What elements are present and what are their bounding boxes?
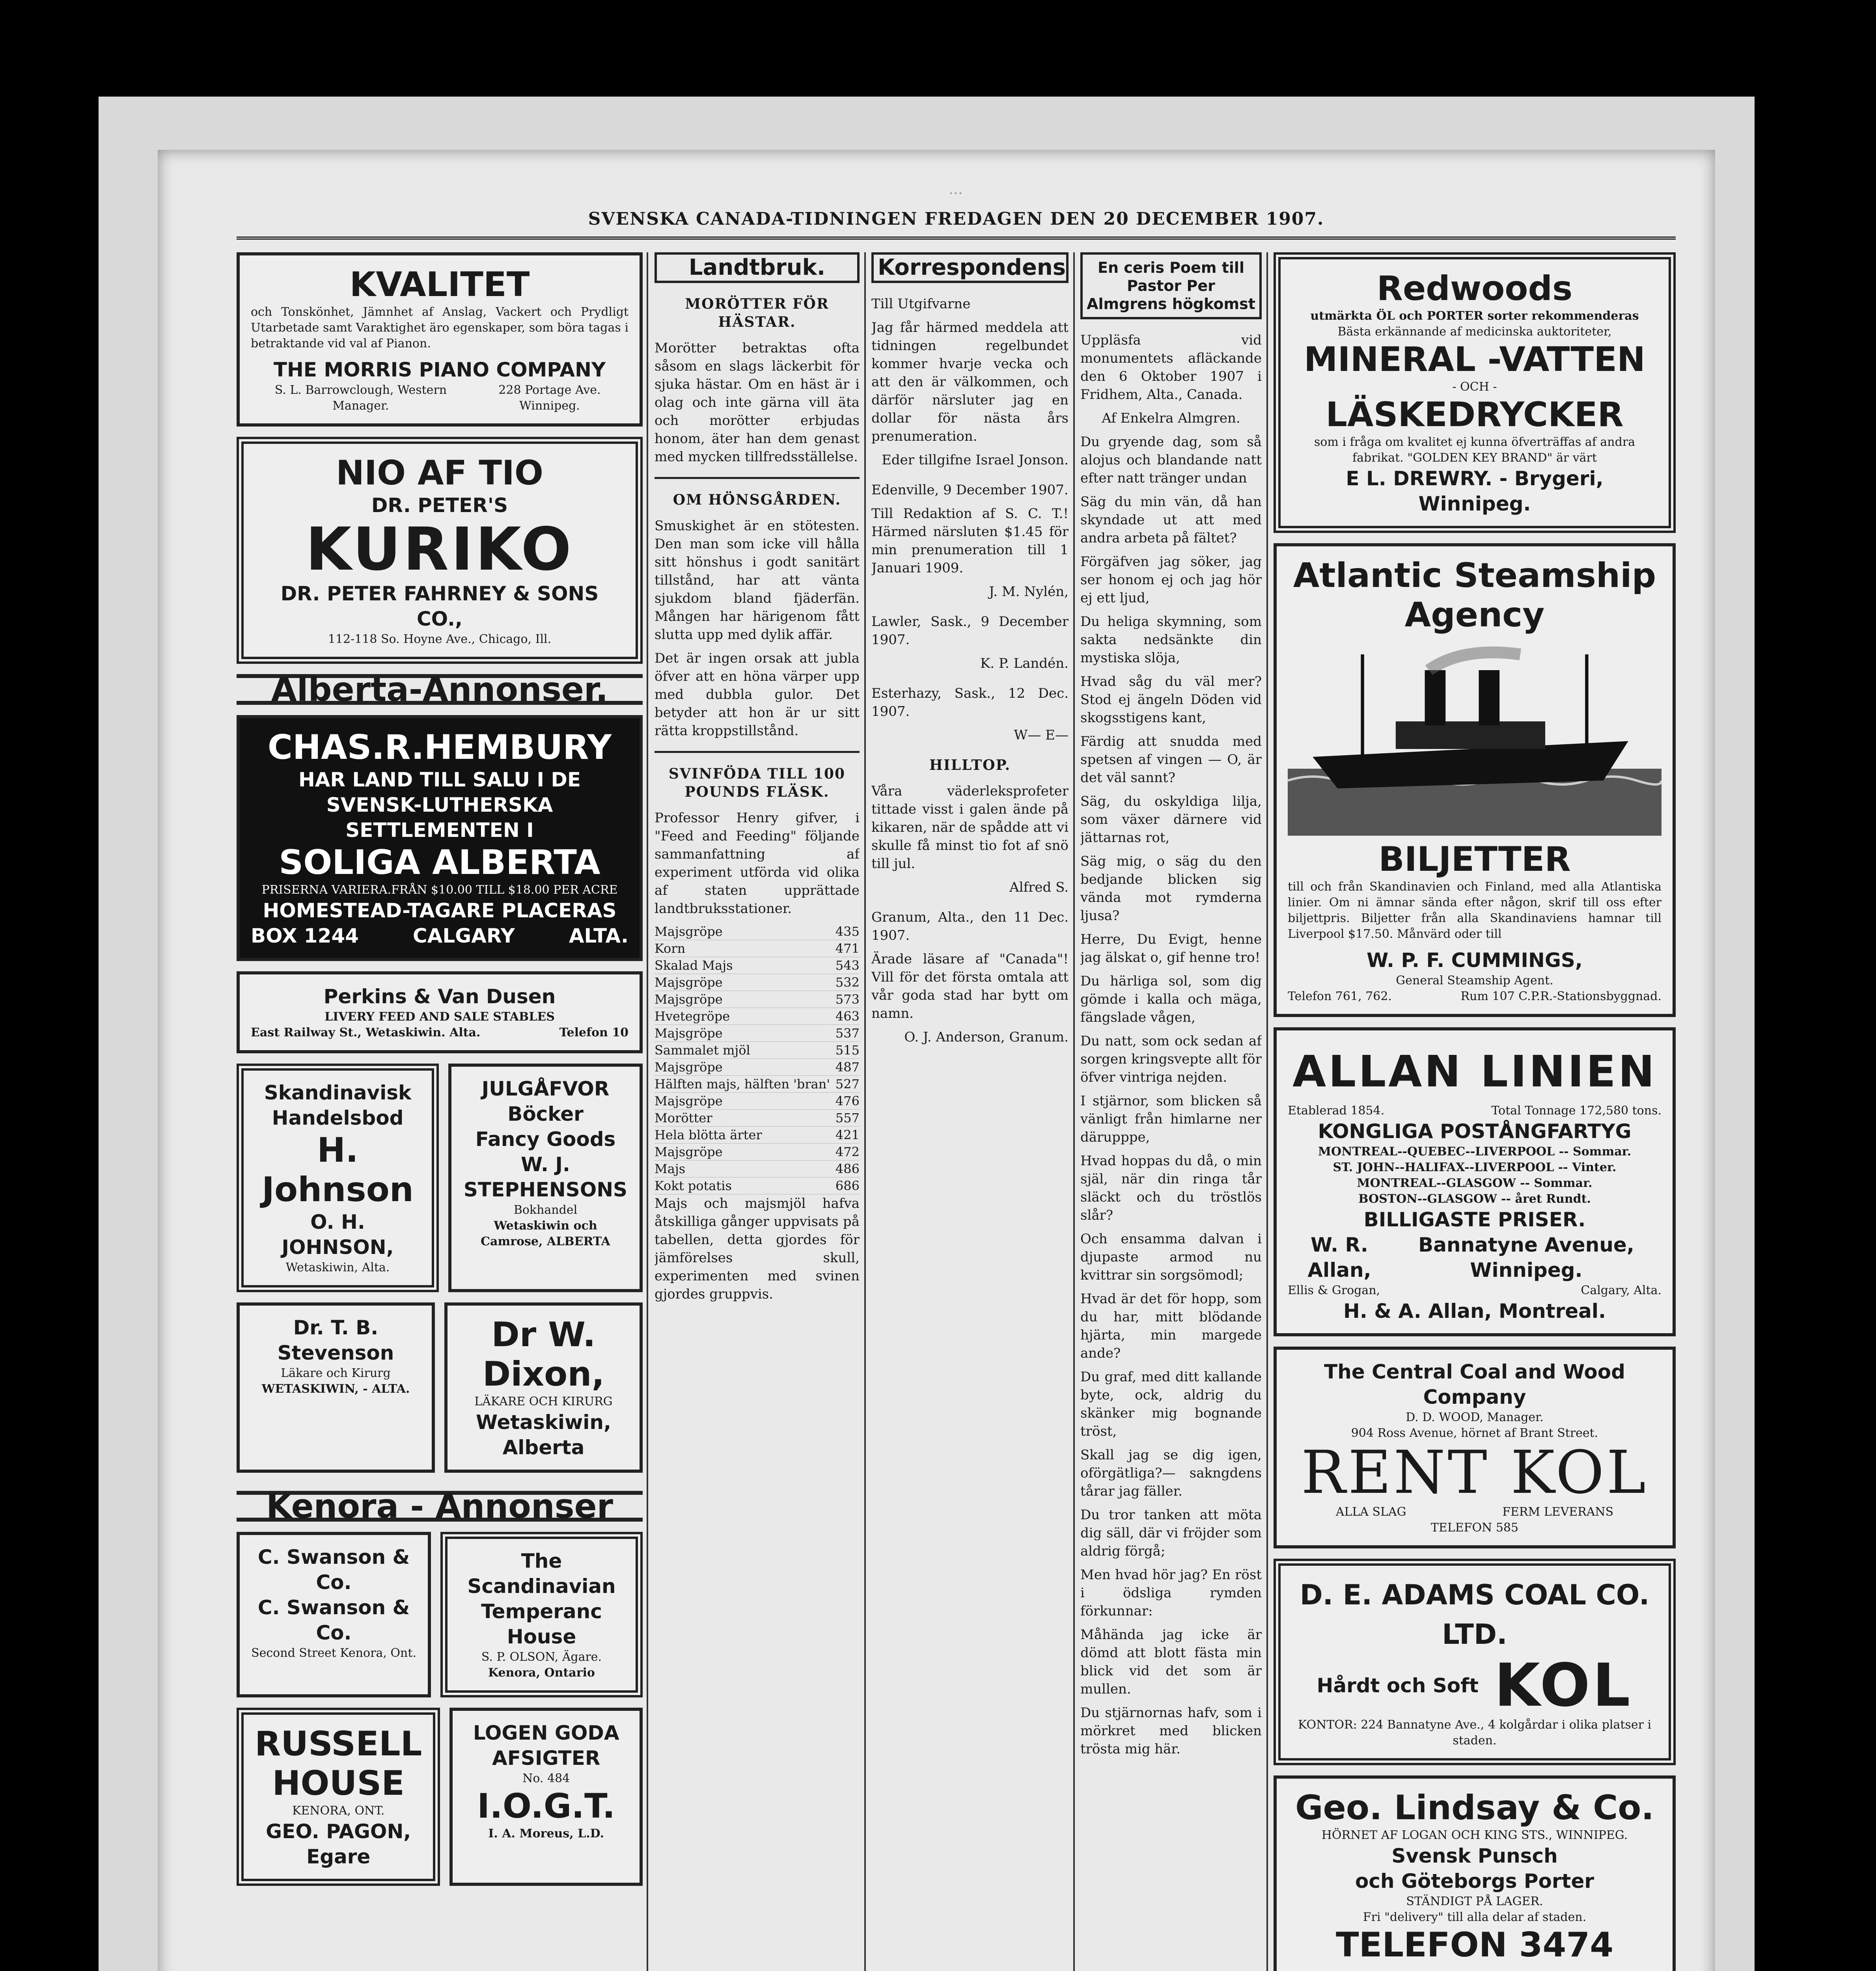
central-name: The Central Coal and Wood Company bbox=[1324, 1360, 1625, 1408]
table-row bbox=[655, 957, 860, 974]
table-row bbox=[655, 940, 860, 957]
perkins-ad bbox=[237, 971, 643, 1053]
johnson-name: H. Johnson bbox=[261, 1131, 414, 1209]
johnson-city: Wetaskiwin, Alta. bbox=[285, 1261, 390, 1274]
atlantic-role: General Steamship Agent. bbox=[1396, 974, 1553, 987]
letter-signature: Eder tillgifne Israel Jonson. bbox=[882, 452, 1069, 468]
table-cell-feed: Korn bbox=[655, 941, 686, 956]
lindsay-tel: TELEFON 3474 bbox=[1335, 1925, 1614, 1965]
kuriko-pre: DR. PETER'S bbox=[371, 494, 508, 517]
johnson-title: Skandinavisk Handelsbod bbox=[264, 1081, 412, 1129]
logen-order: I.O.G.T. bbox=[477, 1787, 615, 1826]
redwoods-name: Redwoods bbox=[1376, 269, 1573, 308]
hembury-l4: PRISERNA VARIERA.FRÅN $10.00 TILL $18.00 PER ACRE bbox=[261, 883, 618, 897]
hembury-name: CHAS.R.HEMBURY bbox=[267, 728, 612, 767]
table-row bbox=[655, 1144, 860, 1161]
atlantic-name: Atlantic Steamship Agency bbox=[1293, 556, 1656, 635]
allan-ton: Total Tonnage 172,580 tons. bbox=[1491, 1104, 1662, 1118]
lindsay-l1: Svensk Punsch bbox=[1391, 1844, 1558, 1867]
table-cell-value: 421 bbox=[835, 1127, 860, 1142]
atlantic-room: Rum 107 C.P.R.-Stationsbyggnad. bbox=[1460, 989, 1662, 1003]
julgafvor-title: JULGÅFVOR bbox=[481, 1077, 610, 1100]
adams-name: D. E. ADAMS COAL CO. LTD. bbox=[1300, 1579, 1650, 1651]
table-row bbox=[655, 991, 860, 1008]
column-rule bbox=[647, 252, 648, 1971]
allan-bil: BILLIGASTE PRISER. bbox=[1363, 1208, 1586, 1231]
table-cell-feed: Hälften majs, hälften 'bran' bbox=[655, 1077, 830, 1092]
table-row bbox=[655, 1008, 860, 1025]
adams-coal-ad bbox=[1274, 1559, 1676, 1765]
julgafvor-fancy: Fancy Goods bbox=[475, 1128, 616, 1151]
landtbruk-heading: Landtbruk. bbox=[655, 252, 860, 283]
letter-body: Jag får härmed meddela att tidningen regelbundet kommer hvarje vecka och att den är välkommen, och därför närsluter jag en dollar för nästa års prenumeration. bbox=[871, 320, 1069, 444]
central-b: FERM LEVERANS bbox=[1502, 1505, 1614, 1519]
letter-signature: O. J. Anderson, Granum. bbox=[904, 1029, 1069, 1045]
article-subheading: SVINFÖDA TILL 100 POUNDS FLÄSK. bbox=[668, 766, 846, 800]
table-cell-value: 557 bbox=[835, 1110, 860, 1125]
doctor-ads-row bbox=[237, 1302, 643, 1483]
column-5-ads bbox=[1274, 252, 1676, 1971]
table-row bbox=[655, 1177, 860, 1194]
table-cell-value: 463 bbox=[835, 1009, 860, 1024]
table-cell-feed: Kokt potatis bbox=[655, 1178, 732, 1193]
letter-dateline: Lawler, Sask., 9 December 1907. bbox=[871, 614, 1069, 648]
letter-body: Till Redaktion af S. C. T.! Härmed närsluten $1.45 för min prenumeration till 1 Januari 1909. bbox=[871, 506, 1069, 576]
redwoods-l1: utmärkta ÖL och PORTER sorter rekommenderas bbox=[1310, 309, 1639, 323]
hilltop-heading: HILLTOP. bbox=[929, 757, 1011, 773]
table-cell-value: 573 bbox=[835, 992, 860, 1007]
redwoods-l2: Bästa erkännande af medicinska auktoriteter, bbox=[1337, 325, 1612, 339]
poem-intro: Uppläsfa vid monumentets afläckande den 6 Oktober 1907 i Fridhem, Alta., Canada. bbox=[1080, 332, 1262, 402]
poem-verse: Du härliga sol, som dig gömde i kalla och mäga, fängslade vågen, bbox=[1080, 973, 1262, 1025]
scand-title: The Scandinavian Temperanc House bbox=[467, 1550, 616, 1648]
logen-title: LOGEN GODA AFSIGTER bbox=[473, 1721, 619, 1770]
newspaper-page bbox=[158, 150, 1715, 1971]
article-paragraph: Det är ingen orsak att jubla öfver att en höna värper upp med dubbla gulor. Det betyder att hon är ur sitt rätta kroppstillstånd. bbox=[655, 650, 860, 739]
steamship-icon bbox=[1288, 639, 1662, 836]
table-cell-value: 487 bbox=[835, 1060, 860, 1075]
column-3-korrespondens bbox=[871, 252, 1069, 1971]
table-cell-value: 532 bbox=[835, 975, 860, 990]
kvalitet-ad bbox=[237, 252, 643, 427]
kuriko-name: KURIKO bbox=[306, 515, 574, 584]
divider bbox=[655, 751, 860, 753]
allan-est: Etablerad 1854. bbox=[1288, 1104, 1385, 1118]
poem-verse: Säg, du oskyldiga lilja, som växer därnere vid jättarnas rot, bbox=[1080, 794, 1262, 846]
julgafvor-city: Wetaskiwin och Camrose, ALBERTA bbox=[481, 1219, 610, 1248]
kuriko-addr: 112-118 So. Hoyne Ave., Chicago, Ill. bbox=[328, 632, 552, 646]
poem-verse: Förgäfven jag söker, jag ser honom ej och jag hör ej ett ljud, bbox=[1080, 554, 1262, 606]
masthead bbox=[237, 181, 1676, 240]
scand-who: S. P. OLSON, Ägare. bbox=[481, 1650, 602, 1664]
allan-route: MONTREAL--GLASGOW -- Sommar. bbox=[1357, 1176, 1593, 1190]
table-cell-value: 537 bbox=[835, 1026, 860, 1041]
perkins-addr: East Railway St., Wetaskiwin. Alta. bbox=[251, 1026, 481, 1040]
article-paragraph: Majs och majsmjöl hafva åtskilliga gånger uppvisats på tabellen, detta gjordes för jämförelses skull, experimenten med svinen gjordes gruppvis. bbox=[655, 1196, 860, 1302]
hembury-l3: SOLIGA ALBERTA bbox=[279, 843, 600, 882]
redwoods-lask: LÄSKEDRYCKER bbox=[1326, 395, 1624, 434]
table-row bbox=[655, 1042, 860, 1059]
johnson-ad bbox=[237, 1064, 439, 1292]
dixon-role: LÄKARE OCH KIRURG bbox=[474, 1395, 613, 1408]
table-cell-value: 486 bbox=[835, 1161, 860, 1176]
article-subheading: OM HÖNSGÅRDEN. bbox=[673, 492, 841, 508]
column-4-poem bbox=[1080, 252, 1262, 1971]
julgafvor-who: W. J. STEPHENSONS bbox=[463, 1153, 628, 1201]
divider bbox=[655, 477, 860, 479]
kenora-ads-row-2 bbox=[237, 1708, 643, 1896]
allan-who1: W. R. Allan, bbox=[1307, 1233, 1371, 1282]
table-cell-feed: Majsgröpe bbox=[655, 1144, 723, 1159]
table-cell-feed: Hvetegröpe bbox=[655, 1009, 730, 1024]
poem-byline: Af Enkelra Almgren. bbox=[1102, 410, 1240, 426]
redwoods-who: E L. DREWRY. - Brygeri, Winnipeg. bbox=[1346, 467, 1604, 515]
poem-verse: Du gryende dag, som så alojus och blandande natt efter natt tränger undan bbox=[1080, 434, 1262, 486]
poem-verse: Du stjärnornas hafv, som i mörkret med blicken trösta mig här. bbox=[1080, 1705, 1262, 1757]
kenora-ads-row bbox=[237, 1532, 643, 1708]
masthead-faint: … bbox=[949, 181, 964, 197]
poem-verse: Du graf, med ditt kallande byte, ock, aldrig du skänker mig bognande tröst, bbox=[1080, 1369, 1262, 1439]
central-a: ALLA SLAG bbox=[1335, 1505, 1406, 1519]
wetaskiwin-ads-row bbox=[237, 1064, 643, 1302]
table-row bbox=[655, 1161, 860, 1177]
poem-verse: Hvad är det för hopp, som du har, mitt blödande hjärta, min margede ande? bbox=[1080, 1291, 1262, 1361]
stevenson-city: WETASKIWIN, - ALTA. bbox=[261, 1382, 410, 1396]
allan-sub: KONGLIGA POSTÅNGFARTYG bbox=[1318, 1120, 1632, 1143]
hembury-prov: ALTA. bbox=[569, 924, 628, 947]
poem-verses bbox=[1080, 433, 1262, 1758]
column-rule bbox=[864, 252, 866, 1971]
allan-route: MONTREAL--QUEBEC--LIVERPOOL -- Sommar. bbox=[1318, 1145, 1632, 1159]
central-mgr: D. D. WOOD, Manager. bbox=[1406, 1410, 1544, 1424]
perkins-sub: LIVERY FEED AND SALE STABLES bbox=[324, 1010, 555, 1024]
redwoods-och: - OCH - bbox=[1452, 380, 1497, 394]
hembury-ad bbox=[237, 715, 643, 961]
poem-verse: Hvad hoppas du då, o min själ, när din ringa tår släckt och du tröstlös slår? bbox=[1080, 1153, 1262, 1223]
table-cell-feed: Majsgröpe bbox=[655, 1094, 723, 1108]
column-rule bbox=[1266, 252, 1268, 1971]
letter-dateline: Granum, Alta., den 11 Dec. 1907. bbox=[871, 909, 1069, 943]
redwoods-l3: som i fråga om kvalitet ej kunna öfverträffas af andra fabrikat. "GOLDEN KEY BRAND" är värt bbox=[1314, 435, 1635, 465]
russell-city: KENORA, ONT. bbox=[292, 1804, 385, 1818]
julgafvor-sub: Bokhandel bbox=[513, 1203, 578, 1217]
swanson-name: C. Swanson & Co. bbox=[257, 1546, 410, 1594]
poem-verse: Men hvad hör jag? En röst i ödsliga rymden förkunnar: bbox=[1080, 1567, 1262, 1619]
allan-linien-ad bbox=[1274, 1027, 1676, 1336]
hembury-l5: HOMESTEAD-TAGARE PLACERAS bbox=[263, 899, 617, 922]
russell-house-ad bbox=[237, 1708, 440, 1886]
steamship-illustration bbox=[1288, 639, 1662, 836]
adams-kol: KOL bbox=[1494, 1651, 1633, 1720]
kvalitet-addr: 228 Portage Ave. Winnipeg. bbox=[498, 383, 601, 413]
lindsay-l3: STÄNDIGT PÅ LAGER. bbox=[1406, 1895, 1543, 1908]
table-row bbox=[655, 974, 860, 991]
perkins-name: Perkins & Van Dusen bbox=[323, 985, 556, 1008]
column-rule bbox=[1073, 252, 1075, 1971]
logen-sign: I. A. Moreus, L.D. bbox=[488, 1827, 604, 1841]
atlantic-ad bbox=[1274, 543, 1676, 1017]
atlantic-txt: till och från Skandinavien och Finland, med alla Atlantiska linier. Om ni ämnar sända efter någon, skrif till oss efter biljettpris. Biljetter från alla Skandinaviens hamnar till Liverpool $17.50. Månvärd oder till bbox=[1288, 880, 1662, 941]
table-row bbox=[655, 1059, 860, 1076]
dixon-city: Wetaskiwin, Alberta bbox=[476, 1411, 611, 1459]
korrespondens-heading: Korrespondens bbox=[871, 252, 1069, 283]
logen-no: No. 484 bbox=[522, 1772, 570, 1785]
hembury-box: BOX 1244 bbox=[251, 924, 359, 947]
article-paragraph: Smuskighet är en stötesten. Den man som icke vill hålla sitt hönshus i godt sanitärt tillstånd, har att vänta sjukdom bland fjäderfän. Mången har härigenom fått slutta upp med dylik affär. bbox=[655, 518, 860, 643]
table-row bbox=[655, 1025, 860, 1042]
letter-dateline: Edenville, 9 December 1907. bbox=[871, 482, 1069, 498]
table-cell-feed: Majsgröpe bbox=[655, 1060, 723, 1075]
kuriko-ad bbox=[237, 437, 643, 664]
redwoods-mv: MINERAL -VATTEN bbox=[1304, 340, 1645, 379]
iogt-ad bbox=[449, 1708, 643, 1886]
table-cell-feed: Morötter bbox=[655, 1110, 712, 1125]
table-cell-value: 686 bbox=[835, 1178, 860, 1193]
poem-verse: Och ensamma dalvan i djupaste armod nu kvittrar sin sorgsömodl; bbox=[1080, 1231, 1262, 1283]
swanson-who: C. Swanson & Co. bbox=[257, 1596, 410, 1644]
johnson-who: O. H. JOHNSON, bbox=[282, 1211, 394, 1259]
allan-route: ST. JOHN--HALIFAX--LIVERPOOL -- Vinter. bbox=[1333, 1161, 1617, 1174]
adams-hard: Hårdt och Soft bbox=[1317, 1674, 1479, 1697]
poem-verse: Du heliga skymning, som sakta nedsänkte din mystiska slöja, bbox=[1080, 614, 1262, 666]
letter-signature: K. P. Landén. bbox=[980, 656, 1069, 671]
poem-verse: Hvad såg du väl mer? Stod ej ängeln Döden vid skogsstigens kant, bbox=[1080, 674, 1262, 726]
atlantic-who: W. P. F. CUMMINGS, bbox=[1367, 949, 1583, 972]
scandinavian-house-ad bbox=[440, 1532, 643, 1697]
stevenson-ad bbox=[237, 1302, 435, 1473]
table-row bbox=[655, 1093, 860, 1110]
table-cell-feed: Majs bbox=[655, 1161, 686, 1176]
table-cell-feed: Majsgröpe bbox=[655, 924, 723, 939]
central-tel: TELEFON 585 bbox=[1430, 1521, 1519, 1535]
letter-body: Ärade läsare af "Canada"! Vill för det första omtala att vår goda stad har bytt om namn. bbox=[871, 951, 1069, 1021]
hembury-l1: HAR LAND TILL SALU I DE bbox=[298, 768, 581, 791]
poem-verse: Du tror tanken att möta dig säll, där vi fröjder som aldrig förgå; bbox=[1080, 1507, 1262, 1559]
allan-who3: H. & A. Allan, Montreal. bbox=[1343, 1300, 1606, 1323]
kvalitet-body: och Tonskönhet, Jämnhet af Anslag, Vackert och Prydligt Utarbetade samt Varaktighet äro egenskaper, som böra tagas i betraktande vid val af Pianon. bbox=[251, 305, 628, 350]
article-paragraph: Professor Henry gifver, i "Feed and Feeding" följande sammanfattning af experiment utförda vid olika af staten upprättade landtbruksstationer. bbox=[655, 810, 860, 917]
allan-addr2: Calgary, Alta. bbox=[1581, 1284, 1662, 1297]
table-cell-value: 472 bbox=[835, 1144, 860, 1159]
table-cell-feed: Majsgröpe bbox=[655, 975, 723, 990]
allan-addr1: Bannatyne Avenue, Winnipeg. bbox=[1418, 1233, 1634, 1282]
julgafvor-book: Böcker bbox=[507, 1103, 584, 1125]
poem-verse: Skall jag se dig igen, oförgätliga?— sakngdens tårar jag fäller. bbox=[1080, 1447, 1262, 1499]
lindsay-l2: och Göteborgs Porter bbox=[1355, 1870, 1594, 1893]
article-paragraph: Morötter betraktas ofta såsom en slags läckerbit för sjuka hästar. Om en häst är i olag och inte gärna vill äta och morötter erbjudas honom, äter han dem genast med mycken tillfredsställelse. bbox=[655, 340, 860, 465]
table-cell-value: 543 bbox=[835, 958, 860, 973]
poem-verse: Du natt, som ock sedan af sorgen kringsvepte allt för öfver vintriga nejden. bbox=[1080, 1033, 1262, 1085]
poem-verse: Måhända jag icke är dömd att blott fästa min blick vid det som är mullen. bbox=[1080, 1627, 1262, 1697]
poem-verse: Herre, Du Evigt, henne jag älskat o, gif henne tro! bbox=[1080, 931, 1262, 965]
kuriko-top: NIO AF TIO bbox=[336, 453, 544, 493]
masthead-text: SVENSKA CANADA-TIDNINGEN FREDAGEN DEN 20 DECEMBER 1907. bbox=[588, 209, 1324, 229]
kvalitet-agent: S. L. Barrowclough, Western Manager. bbox=[274, 383, 447, 413]
russell-name: RUSSELL HOUSE bbox=[255, 1724, 422, 1803]
central-big: RENT KOL bbox=[1301, 1438, 1648, 1507]
article-subheading: MORÖTTER FÖR HÄSTAR. bbox=[685, 296, 829, 330]
dixon-ad bbox=[444, 1302, 643, 1473]
table-row bbox=[655, 1110, 860, 1127]
kuriko-maker: DR. PETER FAHRNEY & SONS CO., bbox=[280, 582, 599, 630]
letter-body: Våra väderleksprofeter tittade visst i galen ände på kikaren, när de spådde att vi skulle få minst tio fot af snö till jul. bbox=[871, 783, 1069, 872]
table-cell-value: 527 bbox=[835, 1077, 860, 1092]
poem-verse: I stjärnor, som blicken så vänligt från himlarne ner därupppe, bbox=[1080, 1093, 1262, 1145]
lindsay-ad bbox=[1274, 1775, 1676, 1971]
table-cell-feed: Skalad Majs bbox=[655, 958, 733, 973]
hembury-l2: SVENSK-LUTHERSKA SETTLEMENTEN I bbox=[326, 794, 553, 842]
letter-salutation: Till Utgifvarne bbox=[871, 296, 971, 312]
table-cell-feed: Majsgröpe bbox=[655, 1026, 723, 1041]
russell-who: GEO. PAGON, Egare bbox=[266, 1820, 411, 1868]
central-addr: 904 Ross Avenue, hörnet af Brant Street. bbox=[1351, 1426, 1598, 1440]
allan-route: BOSTON--GLASGOW -- året Rundt. bbox=[1358, 1192, 1591, 1206]
table-row bbox=[655, 1127, 860, 1144]
column-2-landtbruk bbox=[655, 252, 860, 1971]
table-cell-value: 476 bbox=[835, 1094, 860, 1108]
atlantic-tel: Telefon 761, 762. bbox=[1288, 989, 1392, 1003]
letter-signature: Alfred S. bbox=[1009, 879, 1069, 895]
letter-dateline: Esterhazy, Sask., 12 Dec. 1907. bbox=[871, 686, 1069, 719]
allan-name: ALLAN LINIEN bbox=[1292, 1046, 1657, 1097]
swanson-addr: Second Street Kenora, Ont. bbox=[251, 1646, 416, 1660]
adams-office: KONTOR: 224 Bannatyne Ave., 4 kolgårdar i olika platser i staden. bbox=[1298, 1718, 1652, 1747]
hembury-city: CALGARY bbox=[412, 924, 515, 947]
poem-verse: Färdig att snudda med spetsen af vingen — O, är det väl sannt? bbox=[1080, 734, 1262, 786]
poem-verse: Säg du min vän, då han skyndade ut att med andra arbeta på fältet? bbox=[1080, 494, 1262, 546]
allan-who2: Ellis & Grogan, bbox=[1288, 1284, 1380, 1297]
table-row bbox=[655, 923, 860, 940]
column-1-ads bbox=[237, 252, 643, 1971]
lindsay-addr: HÖRNET AF LOGAN OCH KING STS., WINNIPEG. bbox=[1321, 1828, 1628, 1842]
lindsay-name: Geo. Lindsay & Co. bbox=[1295, 1788, 1654, 1828]
poem-heading: En ceris Poem till Pastor Per Almgrens högkomst bbox=[1080, 252, 1262, 319]
swanson-ad bbox=[237, 1532, 431, 1697]
kenora-section-head: Kenora - Annonser bbox=[237, 1491, 643, 1522]
dixon-name: Dr W. Dixon, bbox=[482, 1315, 605, 1394]
julgafvor-ad bbox=[448, 1064, 643, 1292]
letter-signature: W— E— bbox=[1014, 727, 1069, 743]
table-cell-feed: Majsgröpe bbox=[655, 992, 723, 1007]
lindsay-l4: Fri "delivery" till alla delar af staden. bbox=[1363, 1910, 1587, 1924]
kvalitet-maker: THE MORRIS PIANO COMPANY bbox=[273, 358, 606, 381]
atlantic-bil: BILJETTER bbox=[1378, 840, 1571, 879]
stevenson-name: Dr. T. B. Stevenson bbox=[277, 1316, 394, 1364]
alberta-section-head: Alberta-Annonser. bbox=[237, 674, 643, 705]
perkins-tel: Telefon 10 bbox=[559, 1026, 628, 1040]
table-cell-feed: Hela blötta ärter bbox=[655, 1127, 762, 1142]
feed-table bbox=[655, 923, 860, 1194]
redwoods-ad bbox=[1274, 252, 1676, 533]
kvalitet-title: KVALITET bbox=[349, 265, 530, 304]
table-row bbox=[655, 1076, 860, 1093]
poem-verse: Säg mig, o säg du den bedjande blicken sig vända mot rymderna ljusa? bbox=[1080, 853, 1262, 924]
central-coal-ad bbox=[1274, 1347, 1676, 1548]
table-cell-value: 515 bbox=[835, 1043, 860, 1058]
table-cell-feed: Sammalet mjöl bbox=[655, 1043, 750, 1058]
table-cell-value: 435 bbox=[835, 924, 860, 939]
table-cell-value: 471 bbox=[835, 941, 860, 956]
stevenson-role: Läkare och Kirurg bbox=[281, 1366, 391, 1380]
letter-signature: J. M. Nylén, bbox=[989, 584, 1069, 600]
scand-city: Kenora, Ontario bbox=[488, 1666, 595, 1680]
